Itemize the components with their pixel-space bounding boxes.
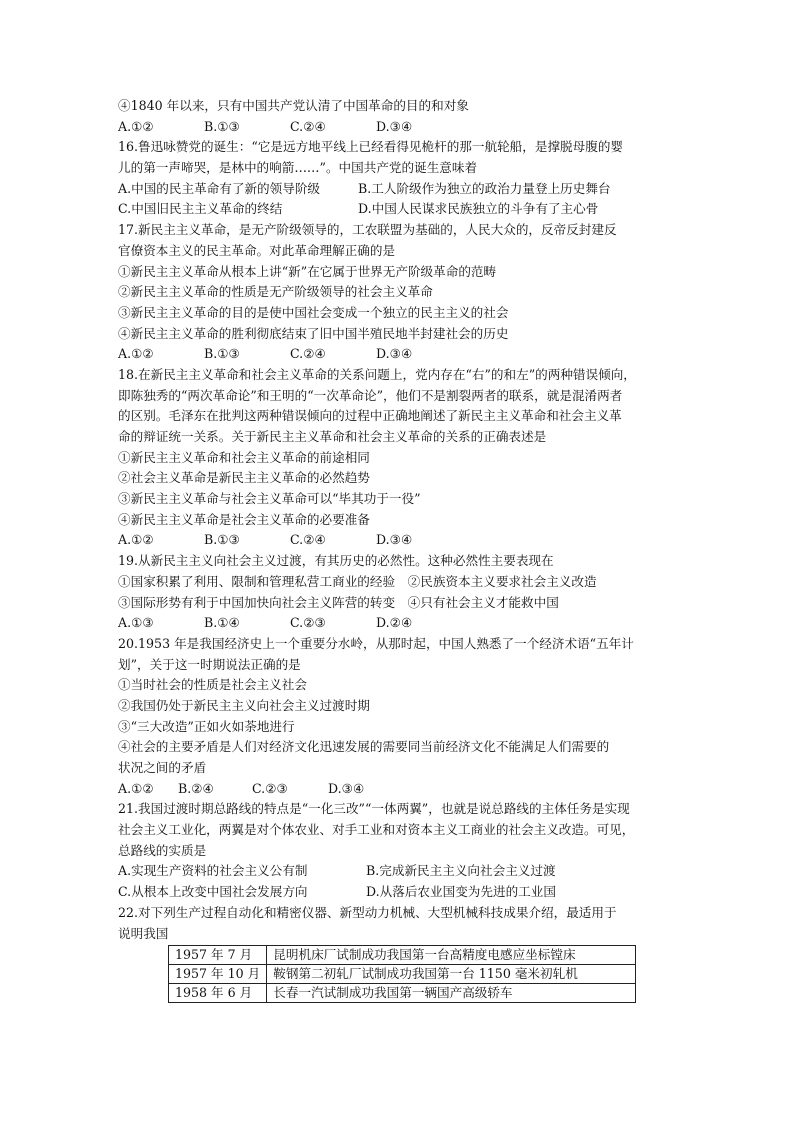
option-a[interactable]: A.①③ [118,615,154,631]
option-b[interactable]: B.完成新民主主义向社会主义过渡 [366,863,556,879]
q18-options [118,530,678,551]
q17-stem-2: 官僚资本主义的民主革命。对此革命理解正确的是 [118,242,396,258]
option-a[interactable]: A.①② [118,118,154,134]
q20-item-1: ①当时社会的性质是社会主义社会 [118,677,307,693]
q18-item-3: ③新民主主义革命与社会主义革命可以“毕其功于一役” [118,491,421,507]
achievements-table [168,945,636,1003]
option-b[interactable]: B.①③ [204,532,240,548]
option-a[interactable]: A.①② [118,780,154,796]
q20-stem-1: 20.1953 年是我国经济史上一个重要分水岭，从那时起，中国人熟悉了一个经济术语“五年计 [118,635,634,651]
event-cell: 鞍钢第二初轧厂试制成功我国第一台 1150 毫米初轧机 [267,965,636,984]
q15-item-4: ④1840 年以来，只有中国共产党认清了中国革命的目的和对象 [118,98,469,113]
q21-stem-1: 21.我国过渡时期总路线的特点是“一化三改”“一体两翼”，也就是说总路线的主体任务是实现 [118,801,630,817]
q18-item-4: ④新民主主义革命是社会主义革命的必要准备 [118,511,370,527]
q19-stem-1: 19.从新民主主义向社会主义过渡，有其历史的必然性。这种必然性主要表现在 [118,553,554,569]
q18-item-2: ②社会主义革命是新民主主义革命的必然趋势 [118,470,370,486]
q17-item-3: ③新民主主义革命的目的是使中国社会变成一个独立的民主主义的社会 [118,304,509,320]
q20-item-2: ②我国仍处于新民主主义向社会主义过渡时期 [118,697,370,713]
q18-stem-4: 命的辩证统一关系。关于新民主主义革命和社会主义革命的关系的正确表述是 [118,429,547,444]
q21-stem-2: 社会主义工业化，两翼是对个体农业、对手工业和对资本主义工商业的社会主义改造。可见， [118,822,635,838]
option-b[interactable]: B.①④ [204,615,240,631]
option-a[interactable]: A.①② [118,532,154,548]
table-row [169,984,636,1003]
date-cell: 1957 年 10 月 [169,965,267,984]
option-b[interactable]: B.工人阶级作为独立的政治力量登上历史舞台 [358,180,611,196]
exam-page [118,96,678,1003]
q21-options-row2 [118,882,678,903]
option-d[interactable]: D.③④ [376,118,413,134]
q20-options [118,779,678,800]
q20-item-4-cont: 状况之间的矛盾 [118,760,207,775]
q16-stem-2: 儿的第一声啼哭，是林中的响箭……”。中国共产党的诞生意味着 [118,160,478,176]
option-a[interactable]: A.实现生产资料的社会主义公有制 [118,863,308,879]
option-c[interactable]: C.②④ [290,346,326,362]
option-b[interactable]: B.②④ [178,780,214,796]
q19-items-row1: ①国家积累了利用、限制和管理私营工商业的经验 ②民族资本主义要求社会主义改造 [118,573,597,589]
q20-item-4: ④社会的主要矛盾是人们对经济文化迅速发展的需要同当前经济文化不能满足人们需要的 [118,739,610,755]
option-d[interactable]: D.③④ [328,780,365,796]
event-cell: 长春一汽试制成功我国第一辆国产高级轿车 [267,984,636,1003]
option-c[interactable]: C.②④ [290,532,326,548]
q21-stem-3: 总路线的实质是 [118,842,207,858]
q18-stem-1: 18.在新民主主义革命和社会主义革命的关系问题上，党内存在“右”的和左”的两种错误倾向， [118,366,636,382]
q17-item-2: ②新民主主义革命的性质是无产阶级领导的社会主义革命 [118,284,433,300]
option-b[interactable]: B.①③ [204,118,240,134]
q16-stem-1: 16.鲁迅咏赞党的诞生：“它是远方地平线上已经看得见桅杆的那一航轮船，是撑脱母腹的婴 [118,139,624,155]
option-d[interactable]: D.从落后农业国变为先进的工业国 [366,884,556,900]
option-c[interactable]: C.从根本上改变中国社会发展方向 [118,884,308,900]
option-a[interactable]: A.中国的民主革命有了新的领导阶级 [118,180,321,196]
option-d[interactable]: D.②④ [376,615,413,631]
q16-options-row1 [118,179,678,200]
q19-items-row2: ③国际形势有利于中国加快向社会主义阵营的转变 ④只有社会主义才能救中国 [118,594,559,610]
q18-item-1: ①新民主主义革命和社会主义革命的前途相同 [118,449,370,465]
option-d[interactable]: D.中国人民谋求民族独立的斗争有了主心骨 [358,201,599,217]
q22-stem-2: 说明我国 [118,925,169,941]
option-d[interactable]: D.③④ [376,532,413,548]
q17-stem-1: 17.新民主主义革命，是无产阶级领导的，工农联盟为基础的，人民大众的，反帝反封建反 [118,222,617,238]
option-c[interactable]: C.中国旧民主主义革命的终结 [118,201,283,217]
option-c[interactable]: C.②③ [252,780,288,796]
q18-stem-3: 的区别。毛泽东在批判这两种错误倾向的过程中正确地阐述了新民主主义革命和社会主义革 [118,408,622,424]
q17-item-1: ①新民主主义革命从根本上讲“新”在它属于世界无产阶级革命的范畴 [118,263,497,279]
q17-item-4: ④新民主主义革命的胜利彻底结束了旧中国半殖民地半封建社会的历史 [118,325,509,341]
event-cell: 昆明机床厂试制成功我国第一台高精度电感应坐标镗床 [267,946,636,965]
q20-item-3: ③“三大改造”正如火如荼地进行 [118,718,295,734]
q20-stem-2: 划”，关于这一时期说法正确的是 [118,656,301,672]
option-c[interactable]: C.②④ [290,118,326,134]
date-cell: 1957 年 7 月 [169,946,267,965]
option-d[interactable]: D.③④ [376,346,413,362]
q22-stem-1: 22.对下列生产过程自动化和精密仪器、新型动力机械、大型机械科技成果介绍，最适用于 [118,904,617,920]
q21-options-row1 [118,861,678,882]
q18-stem-2: 即陈独秀的“两次革命论”和王明的“一次革命论”，他们不是割裂两者的联系，就是混淆两者 [118,387,623,403]
date-cell: 1958 年 6 月 [169,984,267,1003]
option-a[interactable]: A.①② [118,346,154,362]
q19-options [118,613,678,634]
option-c[interactable]: C.②③ [290,615,326,631]
table-row [169,946,636,965]
table-row [169,965,636,984]
q17-options [118,344,678,365]
option-b[interactable]: B.①③ [204,346,240,362]
q15-options [118,117,678,138]
q16-options-row2 [118,199,678,220]
